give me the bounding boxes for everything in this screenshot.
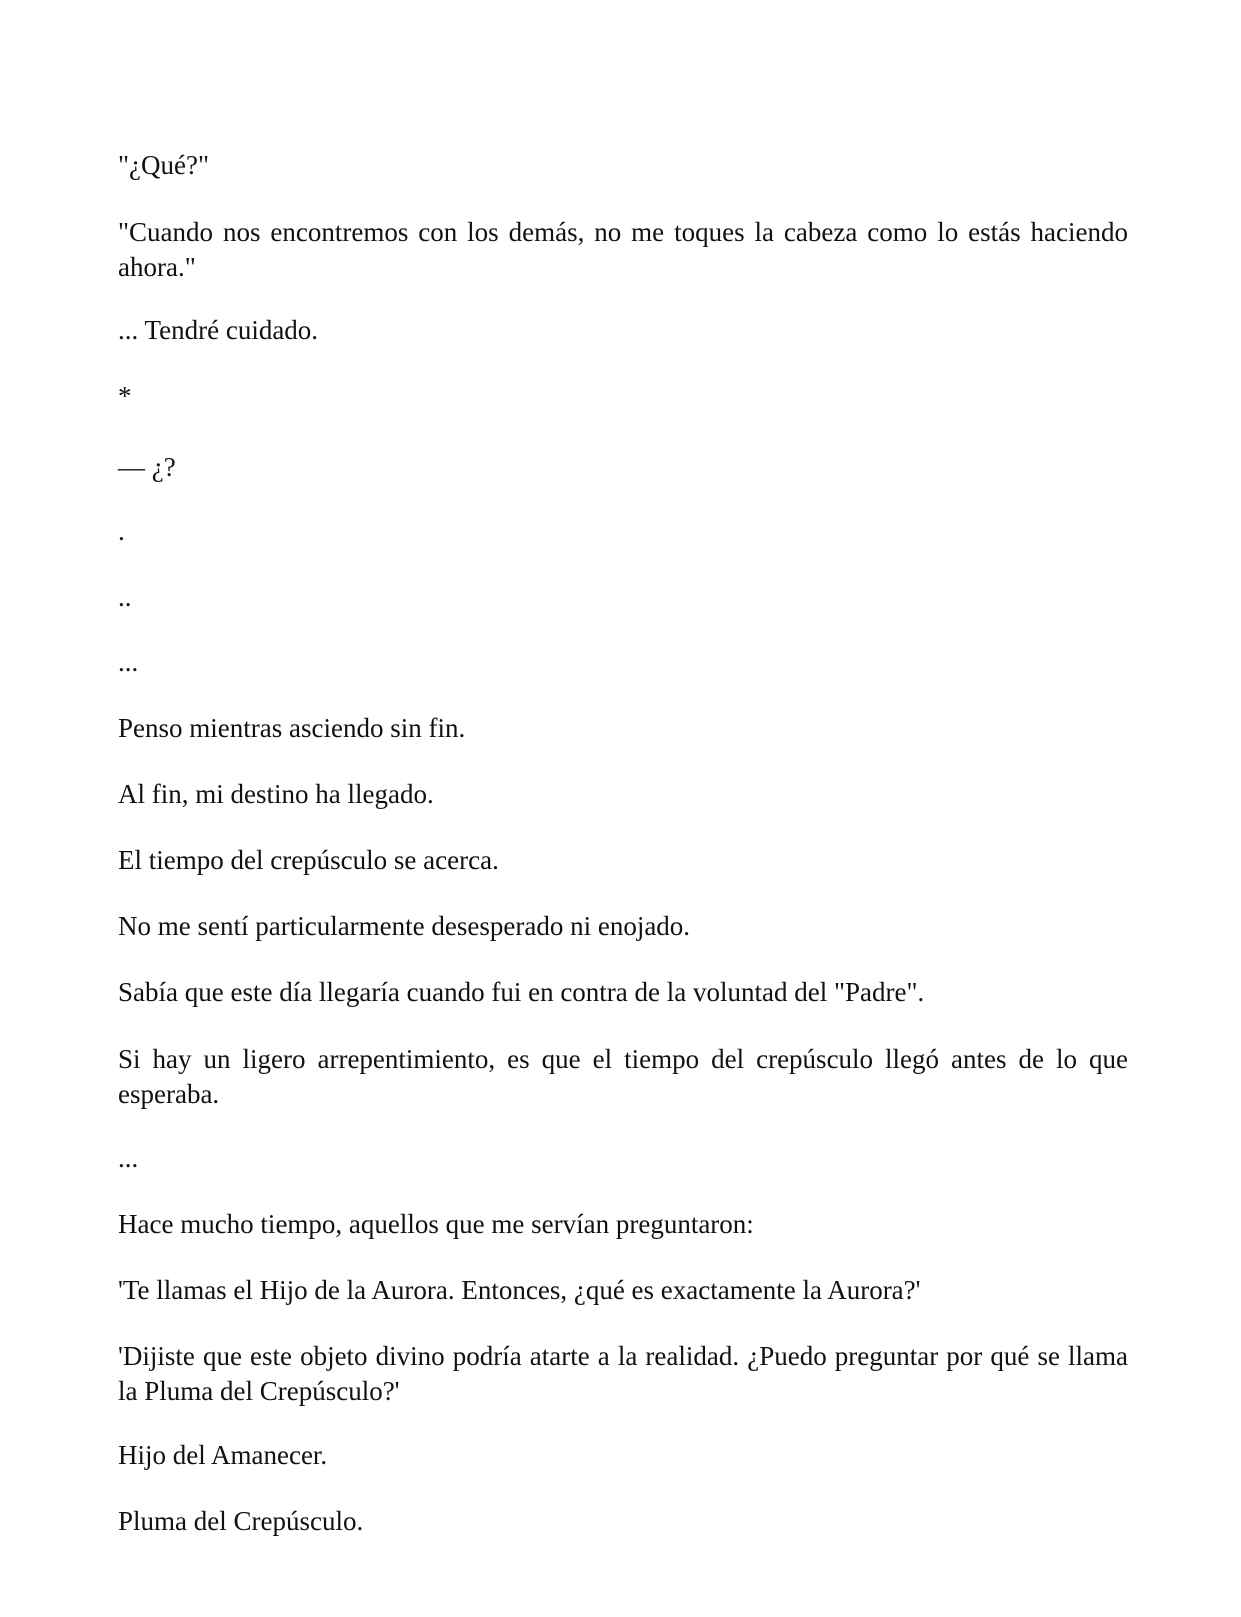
paragraph: Penso mientras asciendo sin fin.	[118, 713, 466, 743]
paragraph: 'Te llamas el Hijo de la Aurora. Entonces, ¿qué es exactamente la Aurora?'	[118, 1275, 921, 1305]
paragraph: ...	[118, 1143, 139, 1173]
paragraph: "Cuando nos encontremos con los demás, no me toques la cabeza como lo estás haciendo ahora."	[118, 217, 1128, 282]
paragraph: Si hay un ligero arrepentimiento, es que el tiempo del crepúsculo llegó antes de lo que esperaba.	[118, 1044, 1128, 1109]
paragraph: ...	[118, 647, 139, 677]
paragraph: Hace mucho tiempo, aquellos que me servían preguntaron:	[118, 1209, 754, 1239]
paragraph: ... Tendré cuidado.	[118, 315, 319, 345]
paragraph: Hijo del Amanecer.	[118, 1440, 328, 1470]
scene-break-asterisk: *	[118, 381, 132, 411]
paragraph: El tiempo del crepúsculo se acerca.	[118, 845, 499, 875]
paragraph: Pluma del Crepúsculo.	[118, 1506, 364, 1536]
paragraph: Sabía que este día llegaría cuando fui en contra de la voluntad del "Padre".	[118, 977, 925, 1007]
paragraph: 'Dijiste que este objeto divino podría atarte a la realidad. ¿Puedo preguntar por qué se llama la Pluma del Crepúsculo?'	[118, 1341, 1128, 1406]
paragraph: .	[118, 516, 125, 546]
paragraph: Al fin, mi destino ha llegado.	[118, 779, 434, 809]
paragraph: No me sentí particularmente desesperado ni enojado.	[118, 911, 691, 941]
paragraph: — ¿?	[118, 452, 176, 482]
paragraph: ..	[118, 582, 132, 612]
paragraph: "¿Qué?"	[118, 150, 209, 180]
